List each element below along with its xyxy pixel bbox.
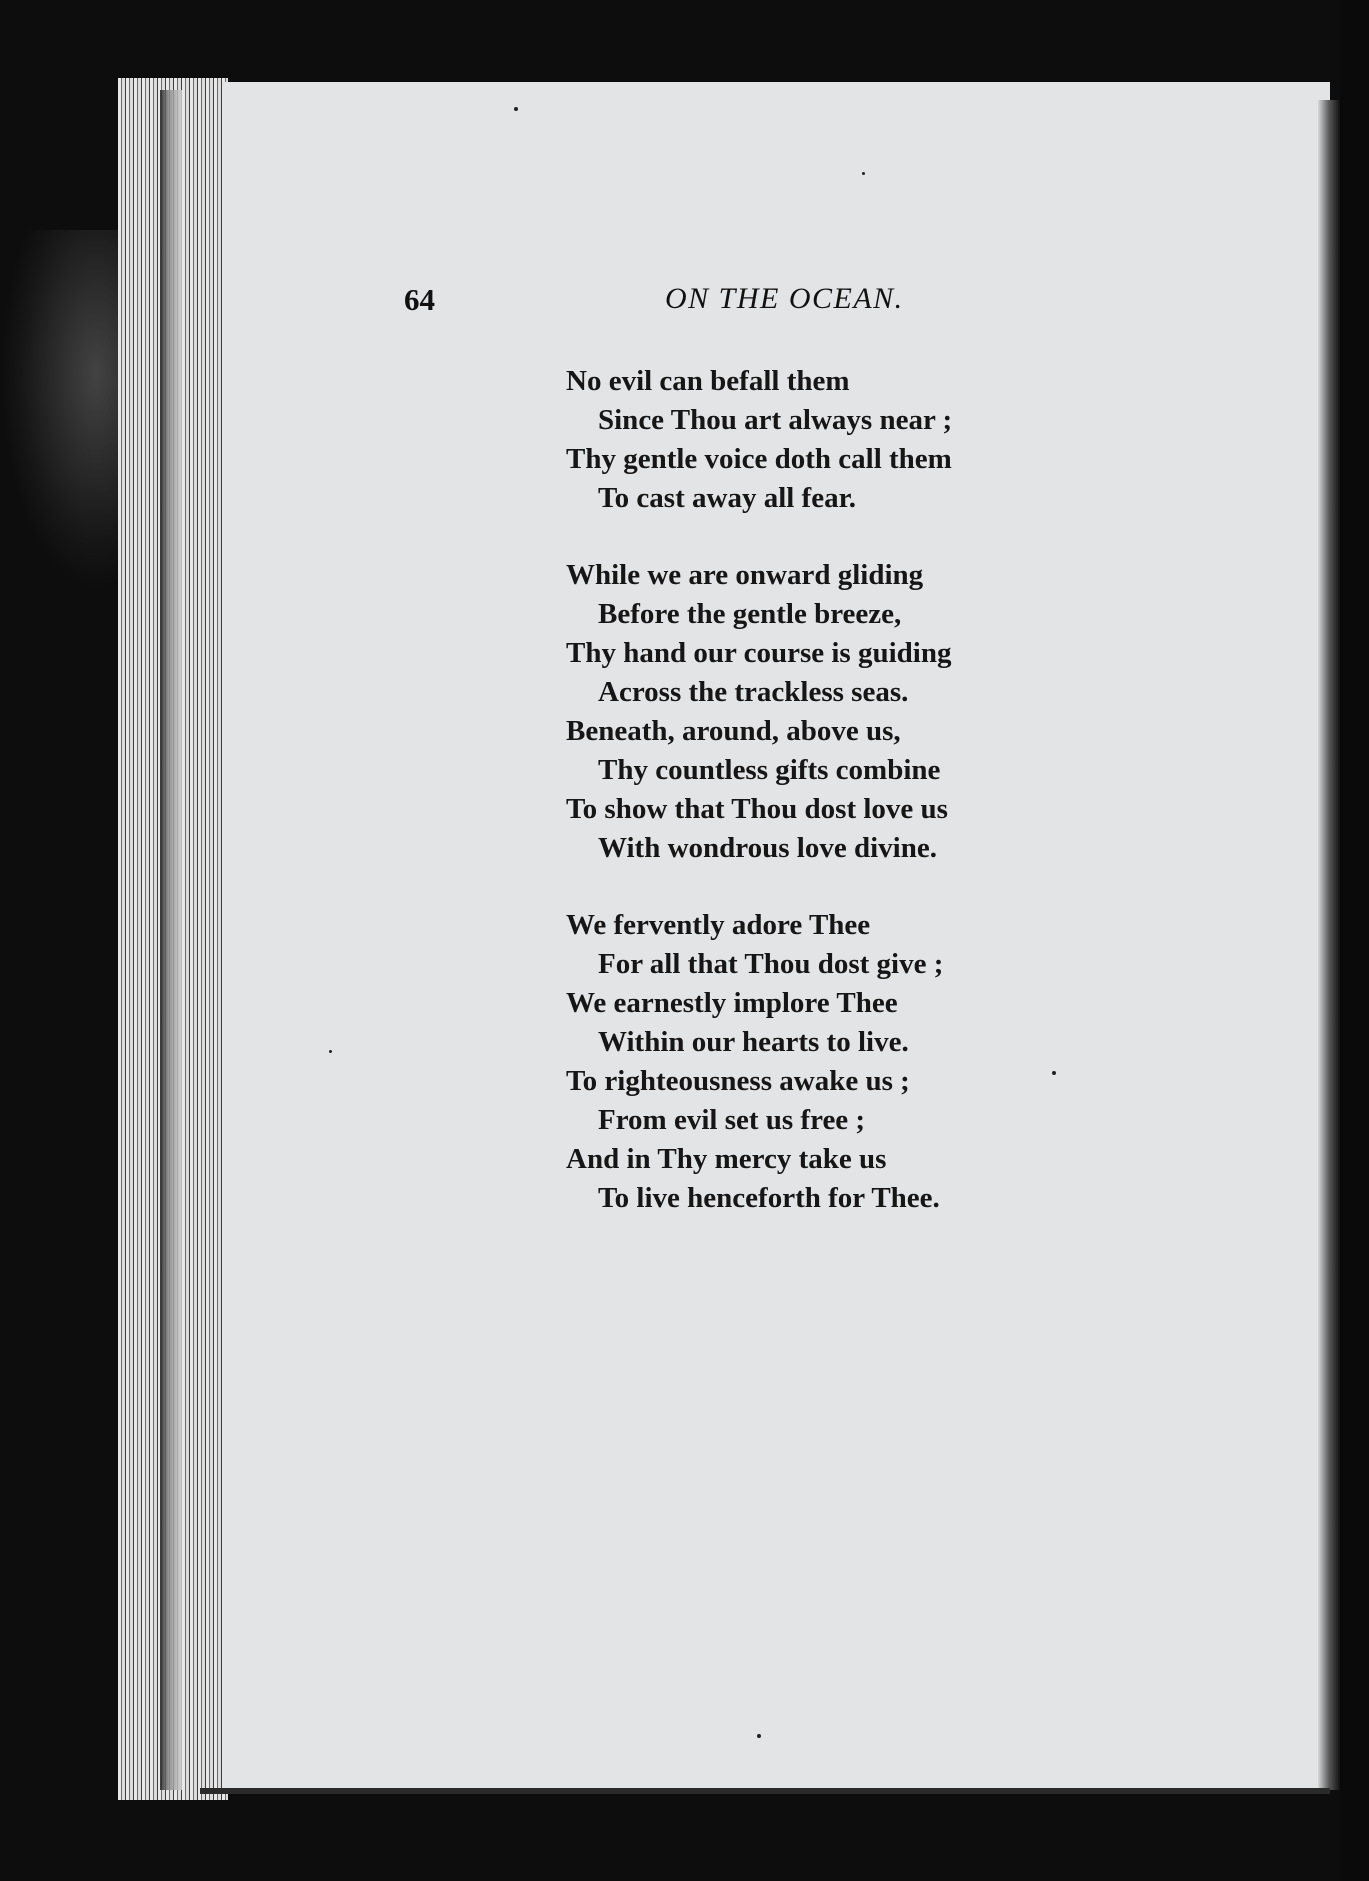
- poem-line: Thy countless gifts combine: [598, 754, 941, 786]
- scan-speck: [1052, 1071, 1056, 1075]
- poem-line: With wondrous love divine.: [598, 832, 937, 864]
- running-head: [0, 282, 1369, 332]
- page-bottom-edge: [200, 1788, 1330, 1794]
- poem-line: Thy gentle voice doth call them: [566, 443, 952, 475]
- poem-line: We earnestly implore Thee: [566, 987, 898, 1019]
- poem-line: Beneath, around, above us,: [566, 715, 901, 747]
- scan-speck: [757, 1734, 761, 1738]
- poem-line: From evil set us free ;: [598, 1104, 866, 1136]
- poem-line: To righteousness awake us ;: [566, 1065, 910, 1097]
- poem-line: We fervently adore Thee: [566, 909, 871, 941]
- poem-line: For all that Thou dost give ;: [598, 948, 944, 980]
- running-title: ON THE OCEAN.: [665, 282, 904, 315]
- poem-line: Thy hand our course is guiding: [566, 637, 952, 669]
- poem-line: Across the trackless seas.: [598, 676, 909, 708]
- page-stack-shadow: [160, 90, 182, 1790]
- scan-speck: [329, 1050, 332, 1053]
- poem-line: To show that Thou dost love us: [566, 793, 948, 825]
- poem-line: Before the gentle breeze,: [598, 598, 902, 630]
- poem-line: While we are onward gliding: [566, 559, 924, 591]
- poem-line: To cast away all fear.: [598, 482, 857, 514]
- poem-stanza: [566, 362, 952, 518]
- page-number: 64: [404, 282, 435, 317]
- poem-stanza: [566, 906, 952, 1218]
- scan-speck: [862, 172, 865, 175]
- book-gutter: [1318, 100, 1340, 1790]
- poem-line: No evil can befall them: [566, 365, 850, 397]
- poem-stanza: [566, 556, 952, 868]
- poem-line: Since Thou art always near ;: [598, 404, 953, 436]
- poem-line: And in Thy mercy take us: [566, 1143, 887, 1175]
- poem-line: Within our hearts to live.: [598, 1026, 909, 1058]
- poem: [566, 362, 952, 1256]
- poem-line: To live henceforth for Thee.: [598, 1182, 940, 1214]
- scan-speck: [514, 107, 518, 111]
